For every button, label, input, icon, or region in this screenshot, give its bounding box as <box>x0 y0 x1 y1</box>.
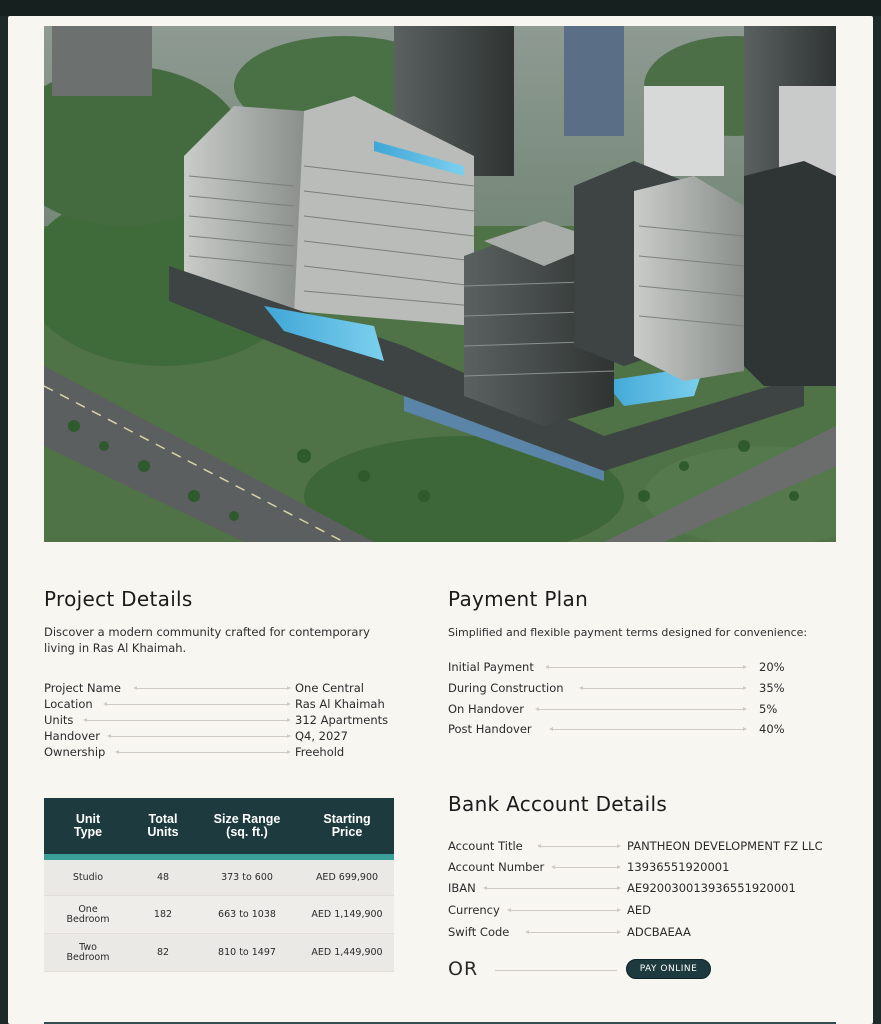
project-row-location <box>44 696 404 712</box>
payment-row-value: 20% <box>759 660 785 674</box>
top-bar <box>0 0 881 16</box>
cell-unit-type <box>44 905 132 925</box>
cell-size-range: 663 to 1038 <box>218 908 276 920</box>
leader-line <box>540 846 618 847</box>
header-unit-type <box>44 813 132 839</box>
project-row-value: Q4, 2027 <box>295 729 348 743</box>
leader-line <box>528 932 618 933</box>
leader-line <box>486 888 618 889</box>
payment-plan-title: Payment Plan <box>448 587 589 611</box>
project-description-line-1: Discover a modern community crafted for contemporary <box>44 625 370 639</box>
cell-text: Bedroom <box>66 913 110 925</box>
unit-types-table <box>44 798 394 972</box>
table-row <box>44 860 394 896</box>
leader-line <box>582 688 744 689</box>
payment-row-value: 35% <box>759 681 785 695</box>
bank-row-swift <box>448 924 848 940</box>
cell-starting-price: AED 1,449,900 <box>311 946 383 958</box>
payment-row-handover <box>448 701 808 717</box>
project-description <box>44 624 404 656</box>
project-details-title: Project Details <box>44 587 193 611</box>
header-total-units <box>132 813 194 839</box>
payment-row-value: 40% <box>759 722 785 736</box>
leader-line <box>554 867 618 868</box>
project-row-label: Units <box>44 713 74 727</box>
table-body <box>44 860 394 972</box>
leader-line <box>106 704 288 705</box>
bank-row-account-title <box>448 838 848 854</box>
project-row-value: One Central <box>295 681 364 695</box>
bank-row-value: AE920030013936551920001 <box>627 881 796 895</box>
cell-text: Studio <box>72 871 104 883</box>
brochure-page <box>8 16 873 1024</box>
leader-line <box>548 667 744 668</box>
cell-size-range: 373 to 600 <box>221 871 273 883</box>
bank-row-label: Account Number <box>448 860 545 874</box>
header-line: Total <box>148 812 178 826</box>
header-line: Starting <box>323 812 371 826</box>
table-row <box>44 934 394 972</box>
project-row-value: Freehold <box>295 745 345 759</box>
leader-line <box>118 752 288 753</box>
cell-unit-type <box>44 873 132 883</box>
header-line: Size Range <box>213 812 281 826</box>
project-row-label: Location <box>44 697 93 711</box>
project-row-label: Project Name <box>44 681 121 695</box>
cell-unit-type <box>44 943 132 963</box>
leader-line <box>510 910 618 911</box>
or-leader-line <box>495 970 617 971</box>
payment-row-label: Post Handover <box>448 722 532 736</box>
bank-details-title: Bank Account Details <box>448 792 668 816</box>
bank-row-iban <box>448 880 848 896</box>
header-line: Unit <box>75 812 101 826</box>
project-row-handover <box>44 728 404 744</box>
bank-row-label: Account Title <box>448 839 523 853</box>
cell-size-range: 810 to 1497 <box>218 946 276 958</box>
bank-row-value: 13936551920001 <box>627 860 730 874</box>
header-starting-price <box>300 813 394 839</box>
leader-line <box>136 688 288 689</box>
payment-row-post-handover <box>448 721 808 737</box>
or-label: OR <box>448 958 479 980</box>
leader-line <box>86 720 288 721</box>
bank-row-label: Swift Code <box>448 925 510 939</box>
payment-row-label: Initial Payment <box>448 660 534 674</box>
cell-total-units: 48 <box>156 871 170 883</box>
project-description-line-2: living in Ras Al Khaimah. <box>44 641 187 655</box>
header-line: (sq. ft.) <box>226 825 268 839</box>
cell-text: Bedroom <box>66 951 110 963</box>
project-row-label: Ownership <box>44 745 106 759</box>
bank-row-value: AED <box>627 903 651 917</box>
table-row <box>44 896 394 934</box>
project-row-label: Handover <box>44 729 100 743</box>
payment-row-label: On Handover <box>448 702 524 716</box>
leader-line <box>538 709 744 710</box>
payment-row-construction <box>448 680 808 696</box>
project-aerial-image <box>44 26 836 542</box>
bank-row-value: PANTHEON DEVELOPMENT FZ LLC <box>627 839 823 853</box>
bank-row-account-number <box>448 859 848 875</box>
cell-starting-price: AED 1,149,900 <box>311 908 383 920</box>
cell-total-units: 82 <box>156 946 170 958</box>
table-header <box>44 798 394 854</box>
bank-row-label: IBAN <box>448 881 476 895</box>
header-line: Price <box>331 825 363 839</box>
project-row-ownership <box>44 744 404 760</box>
leader-line <box>552 729 744 730</box>
cell-text: Two <box>79 941 97 953</box>
payment-row-label: During Construction <box>448 681 564 695</box>
payment-row-initial <box>448 659 808 675</box>
project-row-units <box>44 712 404 728</box>
bank-row-currency <box>448 902 848 918</box>
payment-row-value: 5% <box>759 702 778 716</box>
bank-row-label: Currency <box>448 903 500 917</box>
header-size-range <box>194 813 300 839</box>
cell-total-units: 182 <box>153 908 173 920</box>
header-line: Units <box>147 825 179 839</box>
cell-starting-price: AED 699,900 <box>315 871 379 883</box>
project-row-value: Ras Al Khaimah <box>295 697 385 711</box>
pay-online-button[interactable]: PAY ONLINE <box>626 959 711 979</box>
cell-text: One <box>78 903 98 915</box>
header-line: Type <box>73 825 103 839</box>
bank-row-value: ADCBAEAA <box>627 925 691 939</box>
project-row-name <box>44 680 404 696</box>
payment-description: Simplified and flexible payment terms designed for convenience: <box>448 626 808 639</box>
leader-line <box>110 736 288 737</box>
project-row-value: 312 Apartments <box>295 713 389 727</box>
